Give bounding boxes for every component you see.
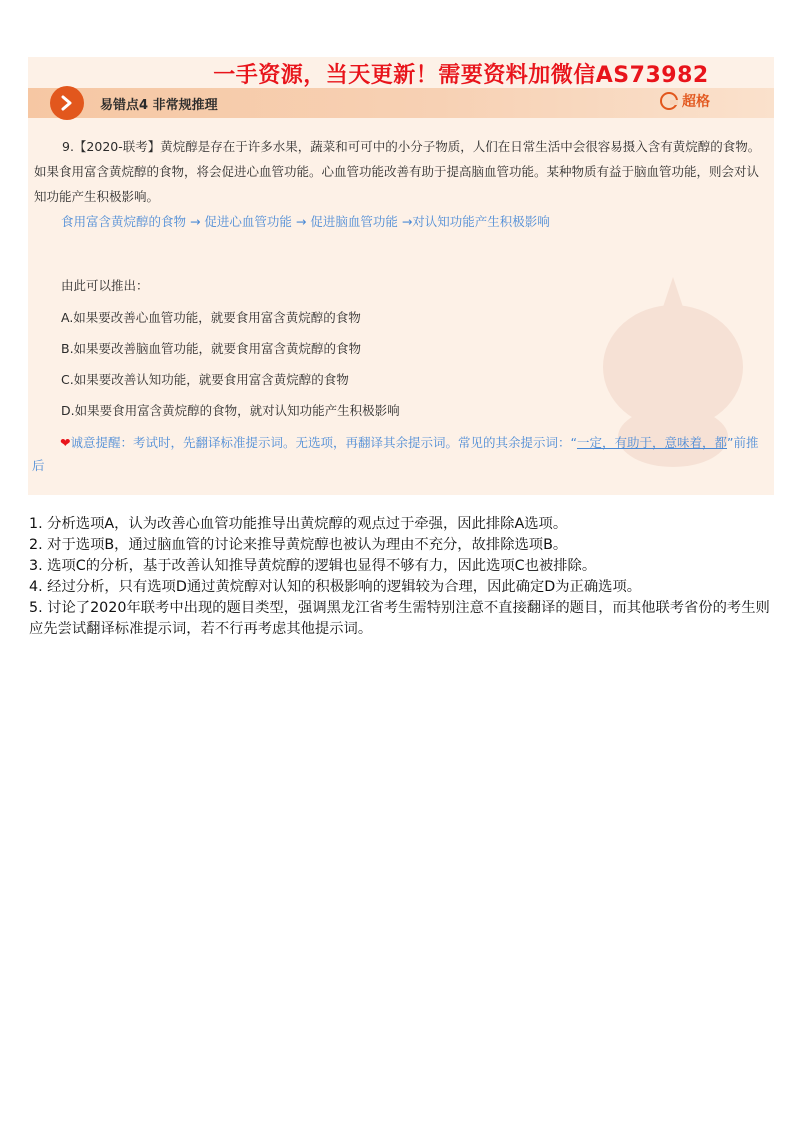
- note-item: 4. 经过分析，只有选项D通过黄烷醇对认知的积极影响的逻辑较为合理，因此确定D为正确选项。: [29, 579, 642, 595]
- deduction-prompt: 由此可以推出：: [61, 278, 149, 293]
- option-d: D.如果要食用富含黄烷醇的食物，就对认知功能产生积极影响: [61, 403, 400, 418]
- lesson-slide: [28, 57, 774, 495]
- analysis-notes: [29, 514, 774, 640]
- brand-logo: [660, 91, 710, 111]
- brand-logo-icon: [660, 92, 678, 110]
- note-item: 2. 对于选项B，通过脑血管的讨论来推导黄烷醇也被认为理由不充分，故排除选项B。: [29, 537, 568, 553]
- note-item: 1. 分析选项A，认为改善心血管功能推导出黄烷醇的观点过于牵强，因此排除A选项。: [29, 516, 568, 532]
- exam-tip: [32, 431, 767, 477]
- tip-keywords: 一定，有助于，意味着，都: [576, 435, 727, 450]
- note-item: 5. 讨论了2020年联考中出现的题目类型，强调黑龙江省考生需特别注意不直接翻译的题目，而其他联考省份的考生则应先尝试翻译标准提示词，若不行再考虑其他提示词。: [29, 600, 770, 637]
- tip-tail: ”前推后: [32, 435, 759, 473]
- tip-text: 考试时，先翻译标准提示词。无选项，再翻译其余提示词。常见的其余提示词：“: [133, 435, 577, 450]
- chevron-right-icon: [50, 86, 84, 120]
- heart-icon: ❤: [60, 435, 71, 450]
- option-c: C.如果要改善认知功能，就要食用富含黄烷醇的食物: [61, 372, 349, 387]
- option-a: A.如果要改善心血管功能，就要食用富含黄烷醇的食物: [61, 310, 361, 325]
- tip-label: 诚意提醒：: [70, 435, 133, 450]
- option-b: B.如果要改善脑血管功能，就要食用富含黄烷醇的食物: [61, 341, 362, 356]
- promo-banner-text: 一手资源，当天更新！需要资料加微信AS73982: [213, 63, 709, 88]
- question-stem: 9.【2020-联考】黄烷醇是存在于许多水果，蔬菜和可可中的小分子物质，人们在日常生活中会很容易摄入含有黄烷醇的食物。如果食用富含黄烷醇的食物，将会促进心血管功能。心血管功能改善有助于提高脑血管功能。某种物质有益于脑血管功能，则会对认知功能产生积极影响。: [34, 139, 761, 204]
- section-title: 易错点4 非常规推理: [100, 98, 218, 113]
- reasoning-chain: 食用富含黄烷醇的食物 → 促进心血管功能 → 促进脑血管功能 →对认知功能产生积极影响: [61, 214, 550, 229]
- note-item: 3. 选项C的分析，基于改善认知推导黄烷醇的逻辑也显得不够有力，因此选项C也被排除。: [29, 558, 597, 574]
- brand-logo-text: 超格: [682, 94, 710, 110]
